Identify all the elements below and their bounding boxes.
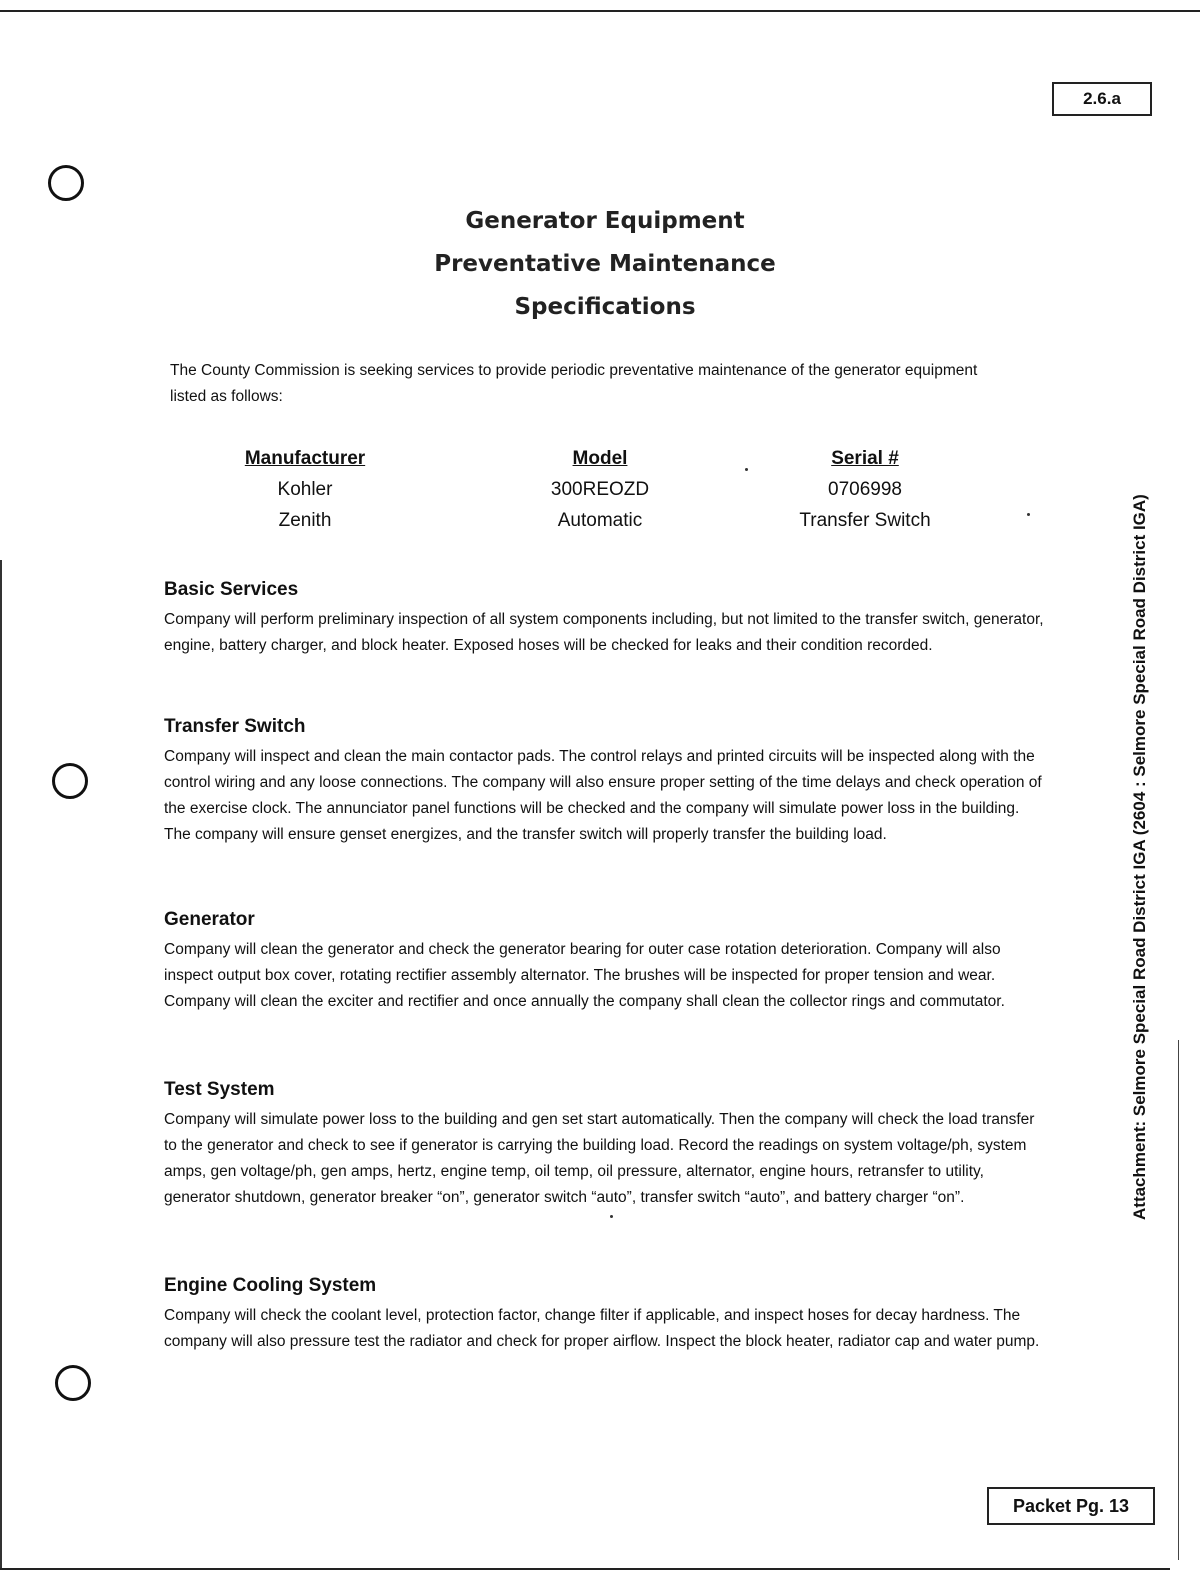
cell-serial: 0706998 bbox=[828, 479, 902, 500]
cell-model: Automatic bbox=[557, 510, 643, 531]
top-border-line bbox=[0, 10, 1200, 12]
title-line-3: Specifications bbox=[514, 294, 696, 320]
section-heading: Generator bbox=[164, 909, 255, 930]
header-manufacturer: Manufacturer bbox=[244, 448, 366, 469]
intro-paragraph: The County Commission is seeking services to provide periodic preventative maintenance of the generator equipment listed as follows: bbox=[170, 362, 978, 405]
right-border-line bbox=[1178, 1040, 1179, 1560]
title-line-1: Generator Equipment bbox=[465, 208, 745, 234]
scan-speck bbox=[610, 1215, 613, 1218]
section-heading: Engine Cooling System bbox=[164, 1275, 377, 1296]
scan-speck bbox=[1027, 513, 1030, 516]
section-heading: Basic Services bbox=[164, 579, 299, 600]
section-test-system bbox=[164, 1077, 1044, 1211]
header-model: Model bbox=[572, 448, 628, 469]
section-generator bbox=[164, 907, 1044, 1015]
equipment-header-row bbox=[180, 443, 1000, 474]
scan-speck bbox=[745, 468, 748, 471]
binder-hole-icon bbox=[55, 1365, 91, 1401]
title-line-2: Preventative Maintenance bbox=[434, 251, 776, 277]
cell-manufacturer: Zenith bbox=[278, 510, 332, 531]
attachment-side-label: Attachment: Selmore Special Road District IGA (2604 : Selmore Special Road District IGA) bbox=[1130, 494, 1149, 1220]
equipment-table bbox=[180, 443, 1000, 536]
section-basic-services bbox=[164, 577, 1044, 659]
cell-manufacturer: Kohler bbox=[277, 479, 333, 500]
cell-model: 300REOZD bbox=[550, 479, 650, 500]
section-body: Company will inspect and clean the main contactor pads. The control relays and printed circuits will be inspected along with the control wiring and any loose connections. The company will also ensure proper setting of the time delays and check operation of the exercise clock. The annunciator panel functions will be checked and the company will simulate power loss in the building. The company will ensure genset energizes, and the transfer switch will properly transfer the building load. bbox=[164, 748, 1042, 843]
section-body: Company will check the coolant level, protection factor, change filter if applicable, and inspect hoses for decay hardness. The company will also pressure test the radiator and check for proper airflow. Inspect the block heater, radiator cap and water pump. bbox=[164, 1307, 1040, 1350]
section-transfer-switch bbox=[164, 714, 1044, 848]
section-engine-cooling-system bbox=[164, 1273, 1044, 1355]
binder-hole-icon bbox=[52, 763, 88, 799]
cell-serial: Transfer Switch bbox=[799, 510, 931, 531]
table-row bbox=[180, 474, 1000, 505]
packet-page-number: Packet Pg. 13 bbox=[987, 1487, 1155, 1525]
section-heading: Transfer Switch bbox=[164, 716, 306, 737]
section-heading: Test System bbox=[164, 1079, 275, 1100]
binder-hole-icon bbox=[48, 165, 84, 201]
agenda-item-tag: 2.6.a bbox=[1052, 82, 1152, 116]
section-body: Company will perform preliminary inspection of all system components including, but not limited to the transfer switch, generator, engine, battery charger, and block heater. Exposed hoses will be checked for leaks and their condition recorded. bbox=[164, 611, 1044, 654]
left-border-line bbox=[0, 560, 2, 1570]
table-row bbox=[180, 505, 1000, 536]
bottom-border-line bbox=[0, 1568, 1170, 1570]
document-title bbox=[400, 200, 810, 329]
section-body: Company will clean the generator and check the generator bearing for outer case rotation deterioration. Company will also inspect output box cover, rotating rectifier assembly alternator. The brushes will be inspected for proper tension and wear. Company will clean the exciter and rectifier and once annually the company shall clean the collector rings and commutator. bbox=[164, 941, 1005, 1010]
section-body: Company will simulate power loss to the building and gen set start automatically. Then the company will check the load transfer to the generator and check to see if generator is carrying the building load. Record the readings on system voltage/ph, system amps, gen voltage/ph, gen amps, hertz, engine temp, oil temp, oil pressure, alternator, engine hours, retransfer to utility, generator shutdown, generator breaker “on”, generator switch “auto”, transfer switch “auto”, and battery charger “on”. bbox=[164, 1111, 1035, 1206]
header-serial: Serial # bbox=[831, 448, 899, 469]
